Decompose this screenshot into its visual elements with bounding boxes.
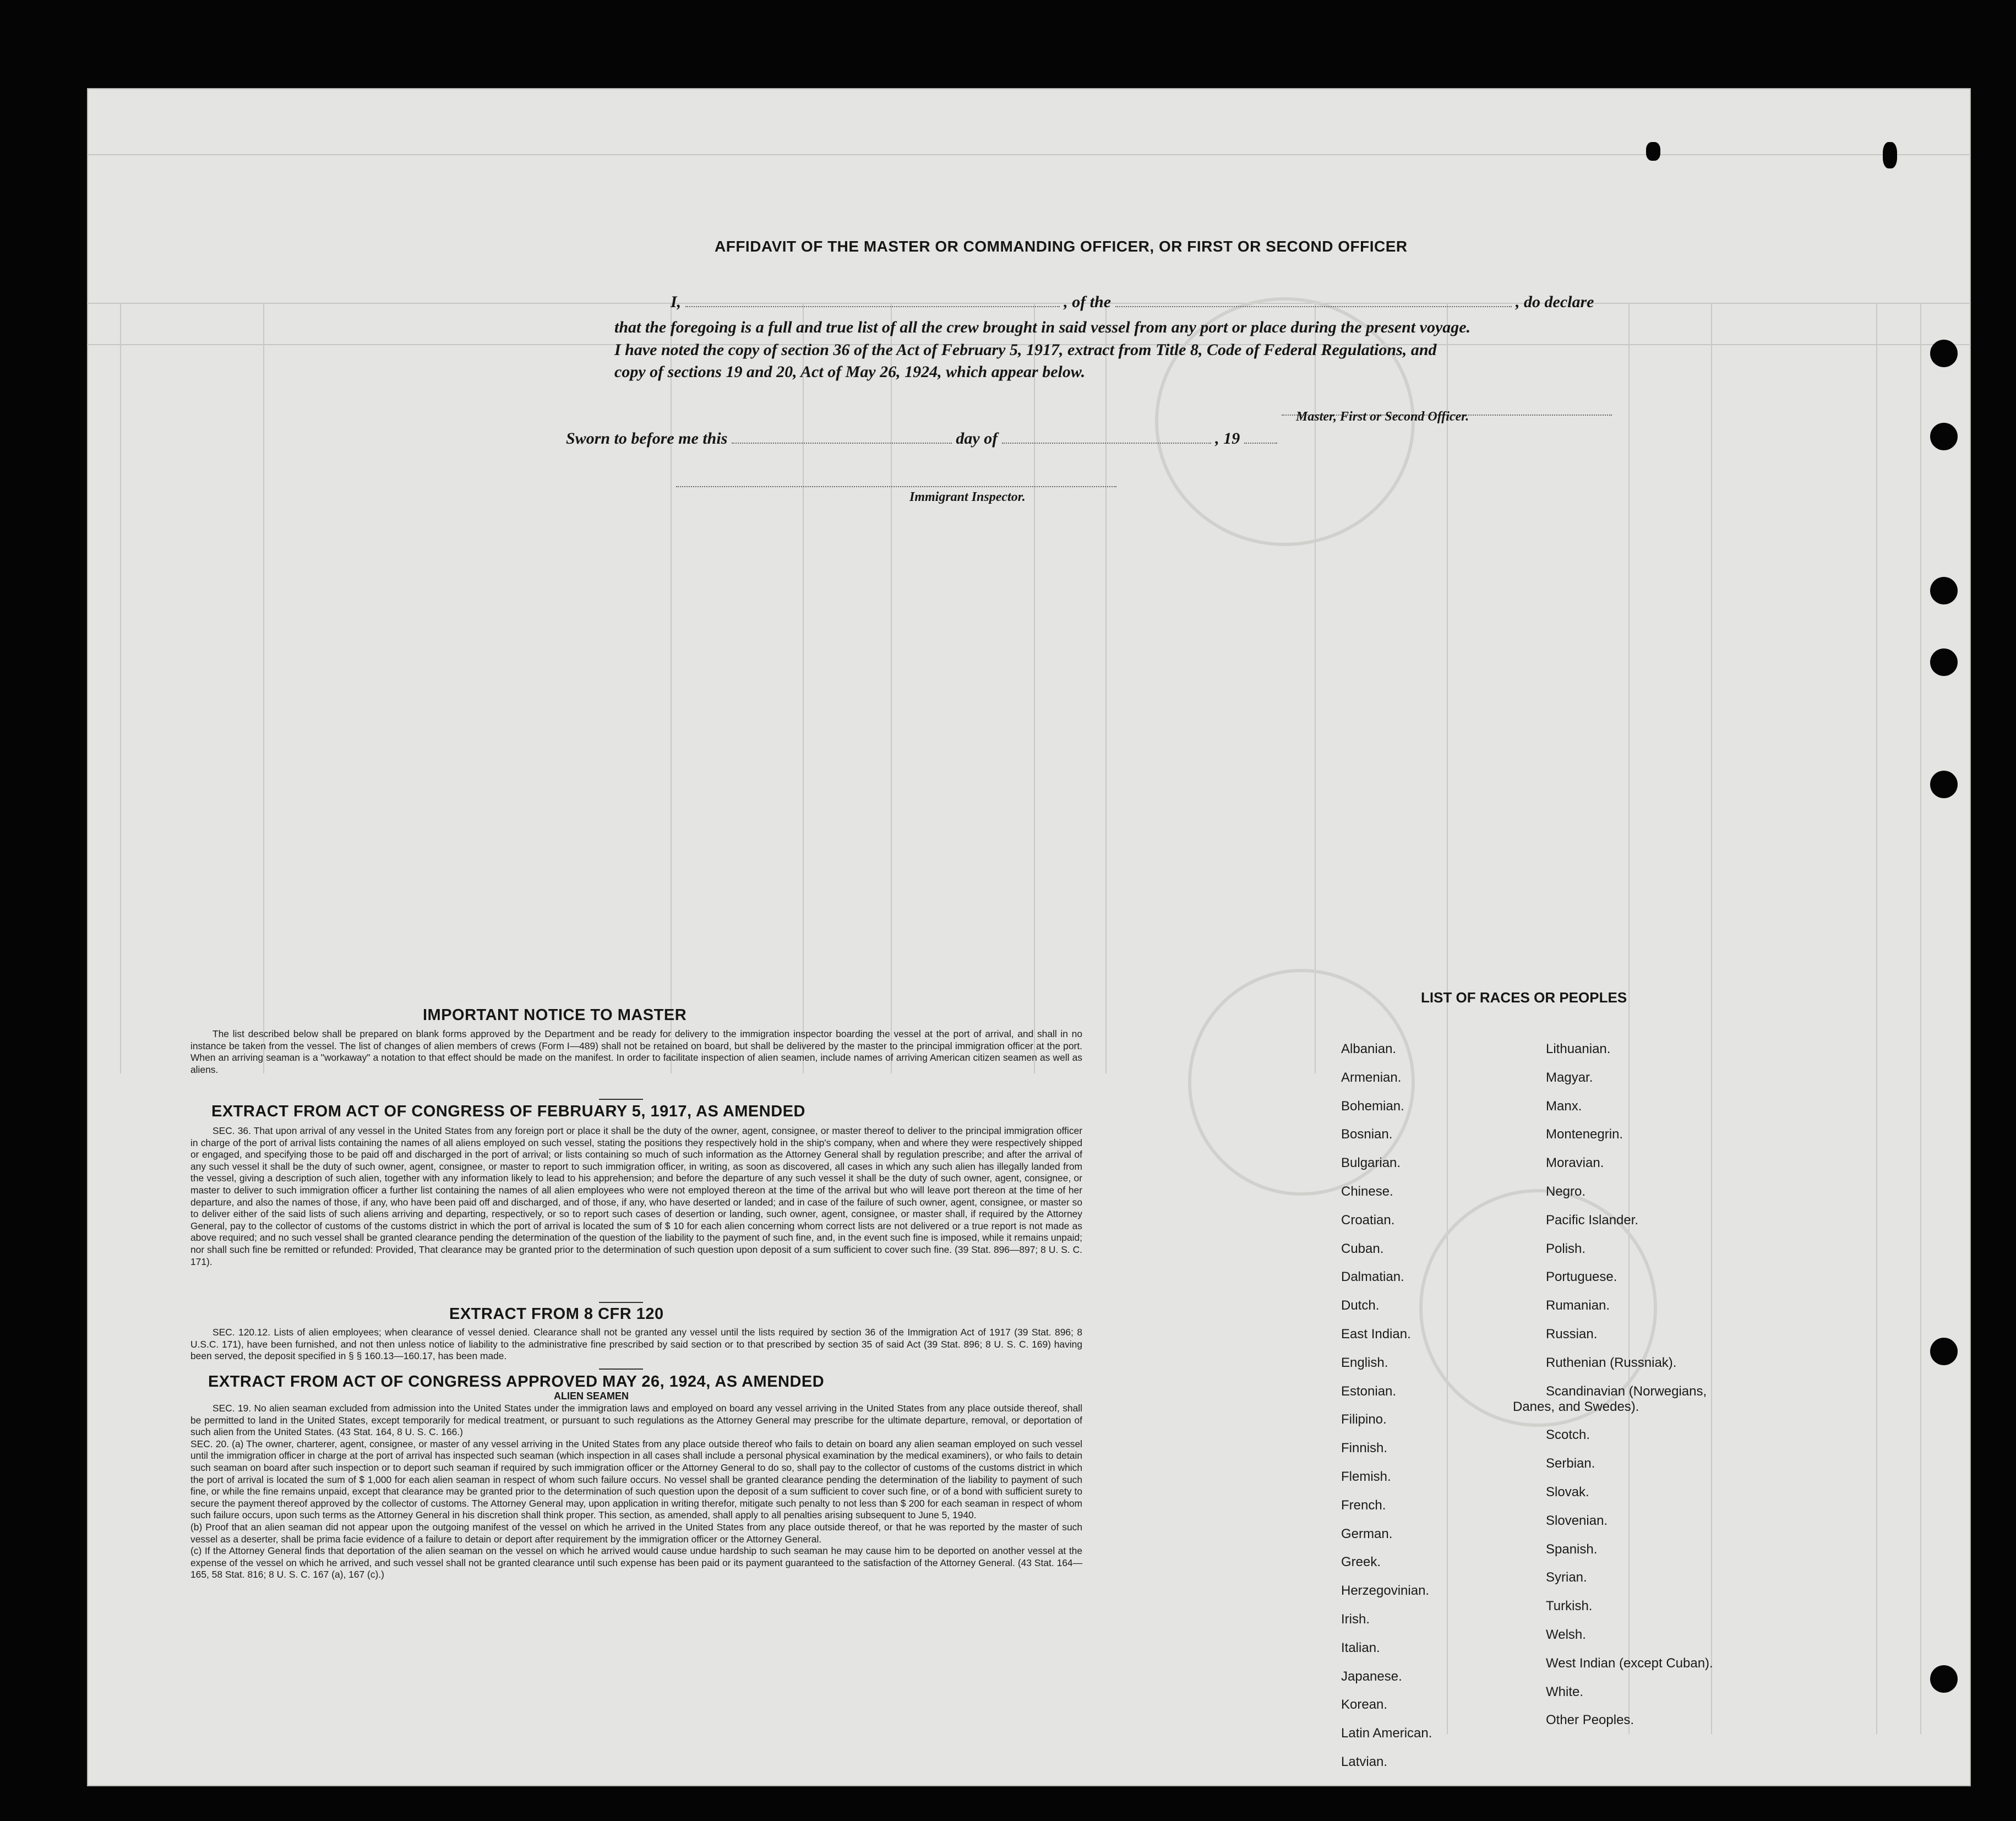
race-item: Irish.	[1341, 1612, 1370, 1627]
sworn-label: Sworn to before me this	[566, 429, 728, 448]
show-through-column	[1628, 303, 1630, 1734]
race-item: Croatian.	[1341, 1212, 1395, 1228]
race-item: Danes, and Swedes).	[1513, 1399, 1639, 1414]
name-blank[interactable]	[685, 306, 1060, 307]
race-item: Japanese.	[1341, 1669, 1402, 1684]
sworn-year-blank[interactable]	[1244, 443, 1277, 444]
race-item: Moravian.	[1546, 1155, 1604, 1171]
extract-cfr-body: SEC. 120.12. Lists of alien employees; when clearance of vessel denied. Clearance shall not be granted any vessel until the lists required by section 36 of the Immigration Act of 1917 (39 Stat. 896; 8 U.S.C. 171), have been furnished, and not then unless notice of liability to the administrative fine prescribed by said section or to that prescribed by section 35 of said Act (39 Stat. 896; 8 U. S. C. 169) having been served, the deposit specified in § § 160.13—160.17, has been made.	[190, 1327, 1082, 1362]
extract-1924-subtitle: ALIEN SEAMEN	[554, 1391, 629, 1402]
race-item: Scandinavian (Norwegians,	[1546, 1383, 1707, 1399]
race-item: Herzegovinian.	[1341, 1583, 1430, 1599]
races-title: LIST OF RACES OR PEOPLES	[1421, 989, 1627, 1006]
race-item: Estonian.	[1341, 1383, 1397, 1399]
document-sheet	[87, 88, 1971, 1786]
race-item: Magyar.	[1546, 1070, 1593, 1085]
race-item: Dalmatian.	[1341, 1269, 1404, 1285]
race-item: Welsh.	[1546, 1627, 1586, 1642]
affidavit-line-2: that the foregoing is a full and true list of all the crew brought in said vessel from any port or place during the present voyage.	[614, 318, 1471, 336]
show-through-header	[434, 128, 443, 152]
day-of-label: day of	[956, 429, 998, 448]
race-item: Finnish.	[1341, 1441, 1388, 1456]
section-divider	[599, 1099, 643, 1100]
race-item: Spanish.	[1546, 1541, 1598, 1557]
master-caption: Master, First or Second Officer.	[1296, 410, 1469, 424]
ink-blot	[1646, 142, 1660, 161]
show-through-column	[671, 303, 672, 1073]
race-item: Portuguese.	[1546, 1269, 1617, 1285]
race-item: Turkish.	[1546, 1599, 1593, 1614]
race-item: Polish.	[1546, 1241, 1586, 1256]
race-item: Manx.	[1546, 1098, 1582, 1114]
sworn-month-blank[interactable]	[1002, 443, 1211, 444]
notice-body: The list described below shall be prepared on blank forms approved by the Department and be ready for delivery to the immigration inspector boarding the vessel at the port of arrival, and shall in no instance be taken from the vessel. The list of changes of alien members of crews (Form I—489) shall not be retained on board, but shall be delivered by the master to the principal immigration officer at the port. When an arriving seaman is a "workaway" a notation to that effect should be made on the manifest. In order to facilitate inspection of alien seamen, include names of arriving American citizen seamen as well as aliens.	[190, 1028, 1082, 1075]
show-through-column	[1920, 303, 1921, 1734]
extract-cfr-title: EXTRACT FROM 8 CFR 120	[449, 1305, 664, 1323]
race-item: Slovenian.	[1546, 1513, 1608, 1528]
punch-hole	[1930, 1665, 1958, 1693]
show-through-column	[1105, 303, 1107, 1073]
extract-1917-body: SEC. 36. That upon arrival of any vessel in the United States from any foreign port or place it shall be the duty of the owner, agent, consignee, or master thereof to deliver to the principal immigration officer in charge of the port of arrival lists containing the names of all aliens employed on such vessel, stating the positions they respectively hold in the ship's company, when and where they were respectively shipped or engaged, and specifying those to be paid off and discharged in the port of arrival; or lists containing so much of such information as the Attorney General shall by regulation prescribe; and after the arrival of any such vessel it shall be the duty of such owner, agent, consignee, or master to report to such immigration officer, in writing, as soon as discovered, all cases in which any such alien has illegally landed from the vessel, giving a description of such alien, together with any information likely to lead to his apprehension; and before the departure of any such vessel it shall be the duty of such owner, agent, consignee, or master to deliver to such immigration officer a further list containing the names of all alien employees who were not employed thereon at the time of the arrival but who will leave port thereon at the time of her departure, and also the names of those, if any, who have been paid off and discharged, and of those, if any, who have deserted or landed; and in case of the failure of such owner, agent, consignee, or master so to deliver either of the said lists of such aliens arriving and departing, respectively, or so to report such cases of desertion or landing, such owner, agent, consignee, or master shall, if required by the Attorney General, pay to the collector of customs of the customs district in which the port of arrival is located the sum of $ 10 for each alien concerning whom correct lists are not delivered or a true report is not made as above required; and no such vessel shall be granted clearance pending the determination of the question of the liability to the payment of such fine, and, in the event such fine is imposed, while it remains unpaid; nor shall such fine be remitted or refunded: Provided, That clearance may be granted prior to the determination of such question upon deposit of a sum sufficient to cover such fine. (39 Stat. 896—897; 8 U. S. C. 171).	[190, 1125, 1082, 1267]
show-through-column	[1034, 303, 1035, 1073]
race-item: Greek.	[1341, 1555, 1381, 1570]
race-item: White.	[1546, 1684, 1584, 1699]
affidavit-i-label: I,	[671, 293, 682, 311]
race-item: English.	[1341, 1355, 1388, 1370]
punch-hole	[1930, 1338, 1958, 1365]
year-label: , 19	[1215, 429, 1240, 448]
inspector-caption: Immigrant Inspector.	[909, 490, 1026, 504]
race-item: German.	[1341, 1526, 1393, 1541]
race-item: Dutch.	[1341, 1298, 1380, 1313]
section-divider	[599, 1302, 643, 1303]
race-item: French.	[1341, 1497, 1386, 1513]
punch-hole	[1930, 577, 1958, 604]
section-divider	[599, 1369, 643, 1370]
show-through-column	[1711, 303, 1712, 1734]
race-item: East Indian.	[1341, 1327, 1411, 1342]
punch-hole	[1930, 423, 1958, 450]
punch-hole	[1930, 648, 1958, 676]
show-through-rule	[87, 154, 1971, 155]
affidavit-line-4: copy of sections 19 and 20, Act of May 26, 1924, which appear below.	[614, 363, 1086, 381]
race-item: Chinese.	[1341, 1184, 1393, 1199]
extract-1917-title: EXTRACT FROM ACT OF CONGRESS OF FEBRUARY 5, 1917, AS AMENDED	[211, 1103, 805, 1120]
inspector-signature-line[interactable]	[676, 486, 1116, 487]
show-through-column	[803, 303, 804, 1073]
race-item: Other Peoples.	[1546, 1713, 1634, 1728]
race-item: Ruthenian (Russniak).	[1546, 1355, 1677, 1370]
show-through-column	[1447, 303, 1448, 1734]
show-through-column	[263, 303, 264, 1073]
vessel-blank[interactable]	[1115, 306, 1512, 307]
race-item: Slovak.	[1546, 1485, 1589, 1500]
race-item: Cuban.	[1341, 1241, 1384, 1256]
punch-hole	[1930, 340, 1958, 367]
race-item: Bosnian.	[1341, 1127, 1393, 1142]
race-item: Italian.	[1341, 1640, 1380, 1655]
race-item: Montenegrin.	[1546, 1127, 1623, 1142]
race-item: Syrian.	[1546, 1570, 1587, 1585]
show-through-column	[891, 303, 892, 1073]
race-item: Albanian.	[1341, 1042, 1397, 1056]
show-through-column	[120, 303, 121, 1073]
notice-title: IMPORTANT NOTICE TO MASTER	[423, 1006, 687, 1024]
race-item: Flemish.	[1341, 1469, 1391, 1484]
affidavit-title: AFFIDAVIT OF THE MASTER OR COMMANDING OFFICER, OR FIRST OR SECOND OFFICER	[715, 238, 1408, 255]
ink-blot	[1883, 142, 1897, 168]
sworn-line	[566, 429, 1277, 448]
race-item: Negro.	[1546, 1184, 1586, 1199]
sworn-day-blank[interactable]	[732, 443, 952, 444]
race-item: West Indian (except Cuban).	[1546, 1655, 1713, 1671]
race-item: Latin American.	[1341, 1726, 1432, 1741]
affidavit-line-1	[671, 293, 1594, 312]
race-item: Scotch.	[1546, 1427, 1590, 1443]
show-through-column	[1876, 303, 1877, 1734]
race-item: Armenian.	[1341, 1070, 1402, 1085]
extract-1924-body: SEC. 19. No alien seaman excluded from admission into the United States under the immigration laws and employed on board any vessel arriving in the United States from any place outside thereof, shall be permitted to land in the United States, except temporarily for medical treatment, or pursuant to such regulations as the Attorney General may prescribe for the ultimate departure, removal, or deportation of such alien from the United States. (43 Stat. 164, 8 U. S. C. 166.) SEC. 20. (a) The owner, charterer, agent, consignee, or master of any vessel arriving in the United States from any place outside thereof who fails to detain on board any alien seaman employed on such vessel until the immigration officer in charge at the port of arrival has inspected such seaman (which inspection in all cases shall include a personal physical examination by the medical examiners), or who fails to detain such seaman on board after such inspection or to deport such seaman if required by such immigration officer or the Attorney General to do so, shall pay to the collector of customs of the customs district in which the port of arrival is located the sum of $ 1,000 for each alien seaman in respect of whom such failure occurs. No vessel shall be granted clearance pending the determination of the liability to payment of such fine, or while the fine remains unpaid, except that clearance may be granted prior to the determination of such question upon the deposit of a sum sufficient to cover such fine, or of a bond with sufficient surety to secure the payment thereof approved by the collector of customs. The Attorney General may, upon application in writing therefor, mitigate such penalty to not less than $ 200 for each seaman in respect of whom such failure occurs, upon such terms as the Attorney General in his discretion shall think proper. This section, as amended, shall apply to all penalties arising subsequent to June 5, 1940. (b) Proof that an alien seaman did not appear upon the outgoing manifest of the vessel on which he arrived in the United States from any place outside thereof, or that he was reported by the master of such vessel as a deserter, shall be prima facie evidence of a failure to detain or deport after requirement by the immigration officer or the Attorney General. (c) If the Attorney General finds that deportation of the alien seaman on the vessel on which he arrived would cause undue hardship to such seaman he may cause him to be deported on another vessel at the expense of the vessel on which he arrived, and such vessel shall not be granted clearance until such expense has been paid or its payment guaranteed to the satisfaction of the Attorney General. (43 Stat. 164—165, 58 Stat. 816; 8 U. S. C. 167 (a), 167 (c).)	[190, 1403, 1082, 1580]
race-item: Serbian.	[1546, 1456, 1595, 1471]
affidavit-line-3: I have noted the copy of section 36 of the Act of February 5, 1917, extract from Title 8, Code of Federal Regulations, and	[614, 341, 1437, 359]
race-item: Pacific Islander.	[1546, 1212, 1639, 1228]
of-the-label: , of the	[1064, 293, 1111, 311]
race-item: Rumanian.	[1546, 1298, 1610, 1313]
race-item: Bohemian.	[1341, 1098, 1404, 1114]
race-item: Latvian.	[1341, 1754, 1388, 1769]
race-item: Bulgarian.	[1341, 1155, 1401, 1171]
declare-label: , do declare	[1516, 293, 1594, 311]
race-item: Lithuanian.	[1546, 1042, 1611, 1056]
race-item: Russian.	[1546, 1327, 1598, 1342]
race-item: Filipino.	[1341, 1412, 1387, 1427]
extract-1924-title: EXTRACT FROM ACT OF CONGRESS APPROVED MAY 26, 1924, AS AMENDED	[208, 1373, 825, 1391]
race-item: Korean.	[1341, 1697, 1388, 1713]
punch-hole	[1930, 771, 1958, 798]
